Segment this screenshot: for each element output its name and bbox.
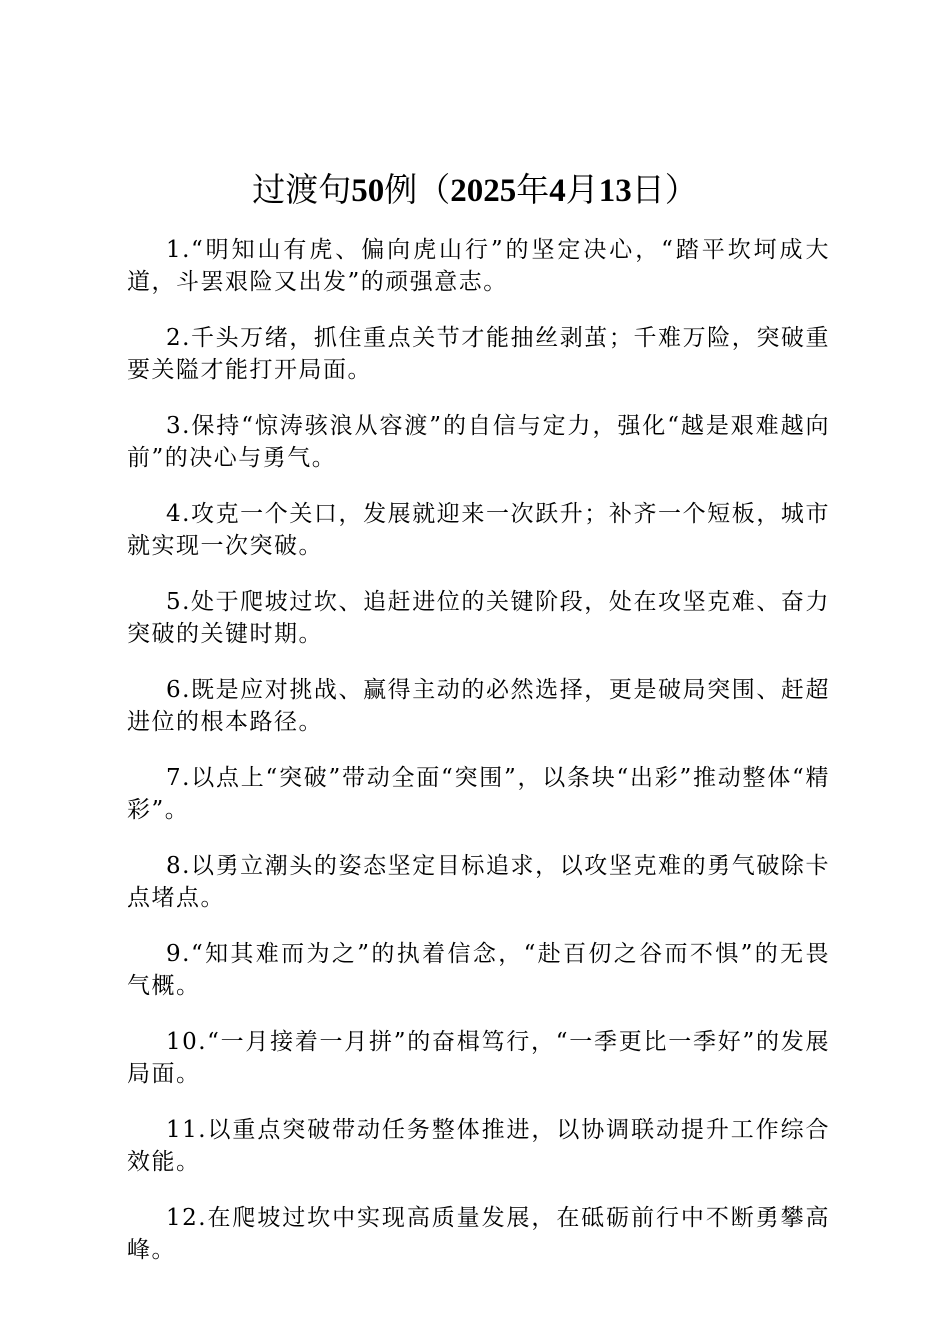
title-year: 2025 [450, 173, 517, 209]
sentence-item-8: 8.以勇立潮头的姿态坚定目标追求，以攻坚克难的勇气破除卡点堵点。 [127, 853, 830, 911]
title-day: 13 [598, 173, 632, 209]
document-title [0, 168, 950, 213]
sentence-item-5: 5.处于爬坡过坎、追赶进位的关键阶段，处在攻坚克难、奋力突破的关键时期。 [127, 589, 830, 647]
sentence-item-4: 4.攻克一个关口，发展就迎来一次跃升；补齐一个短板，城市就实现一次突破。 [127, 501, 830, 559]
sentence-item-7: 7.以点上“突破”带动全面“突围”，以条块“出彩”推动整体“精彩”。 [127, 765, 830, 823]
sentence-item-10: 10.“一月接着一月拼”的奋楫笃行，“一季更比一季好”的发展局面。 [127, 1029, 830, 1087]
title-text-5: 日） [631, 170, 698, 209]
title-text-2: 例（ [384, 170, 451, 209]
title-count: 50 [351, 173, 385, 209]
sentence-item-2: 2.千头万绪，抓住重点关节才能抽丝剥茧；千难万险，突破重要关隘才能打开局面。 [127, 325, 830, 383]
title-month: 4 [549, 173, 566, 209]
sentence-item-6: 6.既是应对挑战、赢得主动的必然选择，更是破局突围、赶超进位的根本路径。 [127, 677, 830, 735]
title-text-3: 年 [516, 170, 550, 209]
title-text-1: 过渡句 [252, 170, 352, 209]
sentence-item-11: 11.以重点突破带动任务整体推进，以协调联动提升工作综合效能。 [127, 1117, 830, 1175]
sentence-list [127, 234, 830, 1290]
sentence-item-3: 3.保持“惊涛骇浪从容渡”的自信与定力，强化“越是艰难越向前”的决心与勇气。 [127, 413, 830, 471]
sentence-item-9: 9.“知其难而为之”的执着信念，“赴百仞之谷而不惧”的无畏气概。 [127, 941, 830, 999]
sentence-item-1: 1.“明知山有虎、偏向虎山行”的坚定决心，“踏平坎坷成大道，斗罢艰险又出发”的顽强意志。 [127, 237, 830, 295]
title-text-4: 月 [565, 170, 599, 209]
sentence-item-12: 12.在爬坡过坎中实现高质量发展，在砥砺前行中不断勇攀高峰。 [127, 1205, 830, 1263]
